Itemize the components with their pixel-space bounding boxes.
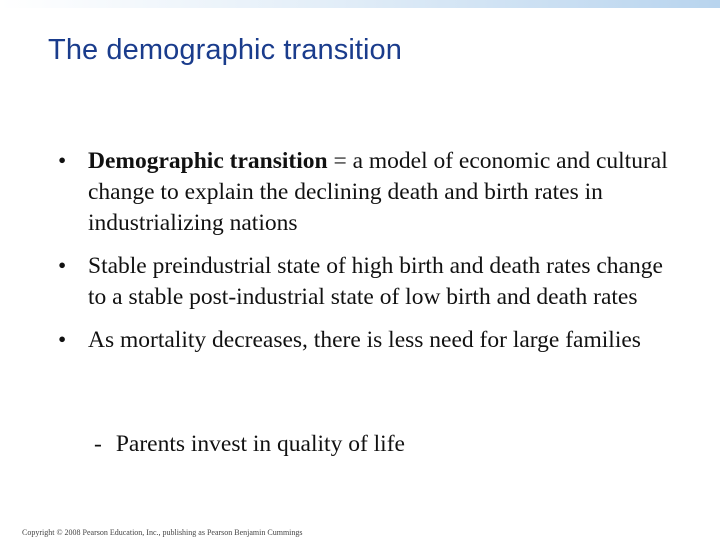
bullet-text: = a model of economic and cultural change to explain the declining death and birth rates in industrializing nations bbox=[88, 148, 668, 236]
bullet-item bbox=[56, 146, 676, 239]
bullet-item bbox=[56, 251, 676, 313]
bullet-text: Stable preindustrial state of high birth and death rates change to a stable post-industrial state of low birth and death rates bbox=[88, 253, 663, 310]
sub-bullet-text: Parents invest in quality of life bbox=[115, 431, 405, 457]
bullet-list bbox=[56, 146, 676, 368]
sub-bullet-marker: - bbox=[94, 431, 102, 457]
bullet-marker: • bbox=[58, 327, 67, 353]
header-accent-bar bbox=[0, 0, 720, 8]
slide-title: The demographic transition bbox=[48, 34, 403, 66]
sub-bullet-item bbox=[94, 429, 405, 460]
bullet-text: As mortality decreases, there is less need for large families bbox=[88, 327, 641, 353]
bullet-term: Demographic transition bbox=[88, 148, 328, 174]
bullet-marker: • bbox=[58, 148, 67, 174]
bullet-item bbox=[56, 325, 676, 356]
copyright-footer: Copyright © 2008 Pearson Education, Inc., publishing as Pearson Benjamin Cummings bbox=[22, 528, 303, 537]
bullet-marker: • bbox=[58, 253, 67, 279]
